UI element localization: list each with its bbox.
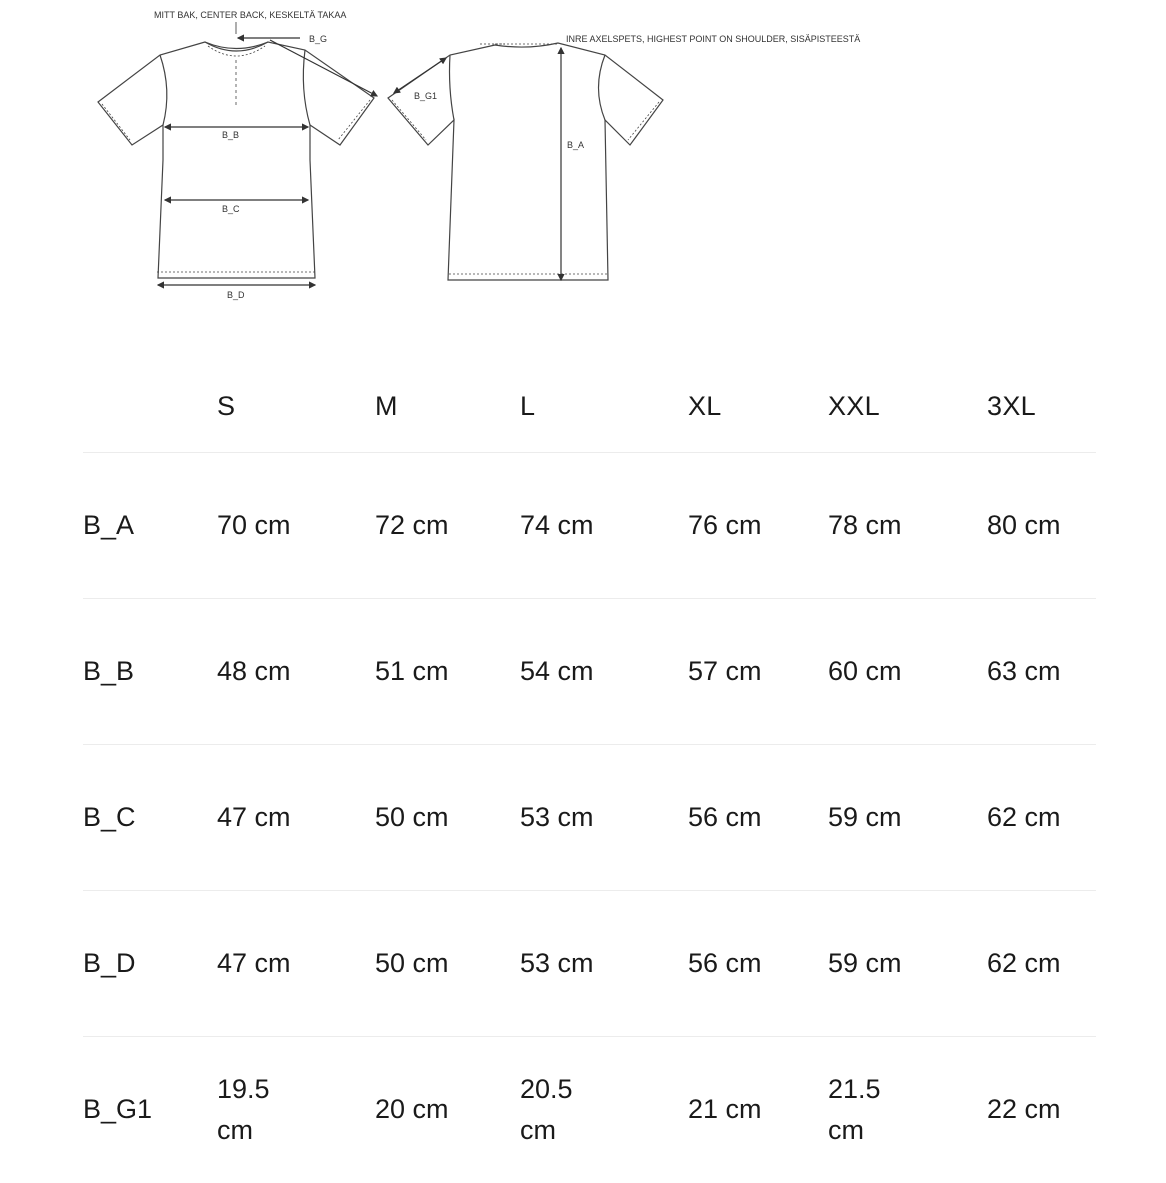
row-label: B_C [83, 802, 136, 832]
table-cell [688, 599, 828, 745]
table-cell [828, 745, 987, 891]
cell-value: 19.5 cm [217, 1073, 270, 1145]
cell-value: 54 cm [520, 656, 594, 686]
label-center-back: MITT BAK, CENTER BACK, KESKELTÄ TAKAA [154, 10, 347, 20]
cell-value: 70 cm [217, 510, 291, 540]
header-size-3xl: 3XL [987, 390, 1036, 421]
label-shoulder-point: INRE AXELSPETS, HIGHEST POINT ON SHOULDER, SISÄPISTEESTÄ [566, 34, 861, 44]
table-cell [520, 599, 688, 745]
table-cell [520, 745, 688, 891]
table-cell [375, 745, 520, 891]
cell-value: 21 cm [688, 1094, 762, 1125]
cell-value: 50 cm [375, 802, 449, 832]
label-ba: B_A [567, 140, 585, 150]
table-cell [688, 745, 828, 891]
table-cell [828, 599, 987, 745]
table-cell [520, 453, 688, 599]
row-label: B_B [83, 656, 135, 686]
cell-value: 74 cm [520, 510, 594, 540]
header-size-xl: XL [688, 390, 722, 421]
table-cell [217, 599, 375, 745]
table-cell [520, 891, 688, 1037]
cell-value: 56 cm [688, 802, 762, 832]
label-bd: B_D [227, 290, 245, 300]
table-cell [828, 891, 987, 1037]
table-cell [987, 453, 1096, 599]
cell-value: 78 cm [828, 510, 902, 540]
table-cell [375, 1037, 520, 1183]
table-cell [375, 599, 520, 745]
table-cell [987, 599, 1096, 745]
table-cell [520, 1037, 688, 1183]
cell-value: 62 cm [987, 948, 1061, 978]
table-cell [217, 1037, 375, 1183]
cell-value: 76 cm [688, 510, 762, 540]
cell-value: 22 cm [987, 1094, 1061, 1125]
table-cell [987, 891, 1096, 1037]
back-measure-lines [394, 44, 561, 280]
header-size-m: M [375, 390, 398, 421]
table-cell [828, 453, 987, 599]
header-size-xxl: XXL [828, 390, 880, 421]
header-size-s: S [217, 390, 236, 421]
cell-value: 57 cm [688, 656, 762, 686]
row-label: B_A [83, 510, 135, 540]
table-row [83, 745, 1096, 891]
cell-value: 53 cm [520, 802, 594, 832]
table-cell [217, 891, 375, 1037]
size-chart-table [83, 360, 1096, 1183]
table-cell [217, 453, 375, 599]
tshirt-measurement-diagram [0, 0, 1166, 320]
table-cell [375, 453, 520, 599]
size-header-row [83, 360, 1096, 453]
table-cell [688, 453, 828, 599]
table-cell [987, 1037, 1096, 1183]
cell-value: 63 cm [987, 656, 1061, 686]
table-cell [375, 891, 520, 1037]
cell-value: 72 cm [375, 510, 449, 540]
label-bc: B_C [222, 204, 240, 214]
table-cell [987, 745, 1096, 891]
label-bb: B_B [222, 130, 240, 140]
cell-value: 50 cm [375, 948, 449, 978]
cell-value: 53 cm [520, 948, 594, 978]
table-cell [688, 891, 828, 1037]
cell-value: 51 cm [375, 656, 449, 686]
cell-value: 59 cm [828, 948, 902, 978]
table-row [83, 453, 1096, 599]
cell-value: 20.5 cm [520, 1073, 573, 1145]
cell-value: 47 cm [217, 802, 291, 832]
label-bg: B_G [309, 34, 328, 44]
cell-value: 62 cm [987, 802, 1061, 832]
cell-value: 56 cm [688, 948, 762, 978]
table-cell [217, 745, 375, 891]
cell-value: 48 cm [217, 656, 291, 686]
row-label: B_G1 [83, 1094, 153, 1125]
header-size-l: L [520, 390, 536, 421]
front-measure-lines [158, 22, 377, 285]
table-row [83, 1037, 1096, 1183]
label-bg1: B_G1 [414, 91, 438, 101]
table-row [83, 599, 1096, 745]
cell-value: 47 cm [217, 948, 291, 978]
header-empty-cell [83, 360, 217, 453]
row-label: B_D [83, 948, 136, 978]
cell-value: 20 cm [375, 1094, 449, 1125]
cell-value: 21.5 cm [828, 1073, 881, 1145]
cell-value: 80 cm [987, 510, 1061, 540]
front-view-shirt [98, 42, 374, 278]
table-cell [688, 1037, 828, 1183]
tshirt-illustration [0, 0, 1166, 320]
cell-value: 59 cm [828, 802, 902, 832]
table-cell [828, 1037, 987, 1183]
table-row [83, 891, 1096, 1037]
back-view-shirt [388, 43, 663, 280]
cell-value: 60 cm [828, 656, 902, 686]
